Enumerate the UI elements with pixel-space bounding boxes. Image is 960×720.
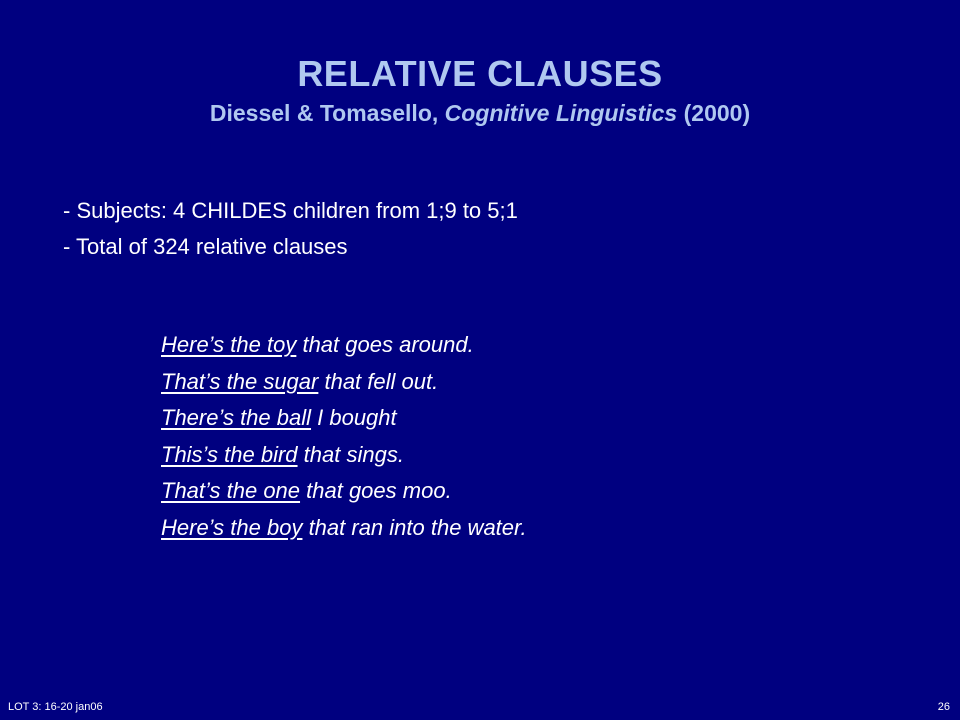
example-head: Here’s the toy xyxy=(161,332,297,357)
example-head: That’s the sugar xyxy=(161,368,319,394)
citation-authors: Diessel & Tomasello, xyxy=(209,100,445,126)
example-head: Here’s the boy xyxy=(161,514,303,540)
bullet-item: - Subjects: 4 CHILDES children from 1;9 to 5;1 xyxy=(63,198,518,223)
example-list xyxy=(161,327,527,546)
citation-year: (2000) xyxy=(677,100,751,126)
bullet-item: - Total of 324 relative clauses xyxy=(63,234,348,259)
title-citation xyxy=(0,98,960,128)
example-item xyxy=(161,327,527,364)
example-rest: I bought xyxy=(311,405,397,430)
example-item xyxy=(161,400,527,437)
example-rest: that goes moo. xyxy=(300,478,452,503)
footer-label: LOT 3: 16-20 jan06 xyxy=(8,701,103,713)
example-rest: that sings. xyxy=(297,441,404,467)
bullet-list xyxy=(63,193,518,265)
slide-title xyxy=(0,52,960,128)
example-rest: that goes around. xyxy=(296,332,474,357)
example-head: There’s the ball xyxy=(161,405,312,430)
example-rest: that ran into the water. xyxy=(302,514,527,540)
example-head: This’s the bird xyxy=(161,441,298,467)
citation-journal: Cognitive Linguistics xyxy=(444,100,678,126)
example-item xyxy=(161,437,527,474)
example-item xyxy=(161,364,527,401)
example-item xyxy=(161,510,527,547)
example-item xyxy=(161,473,527,510)
title-main: RELATIVE CLAUSES xyxy=(297,53,663,94)
example-head: That’s the one xyxy=(161,478,301,503)
example-rest: that fell out. xyxy=(318,368,439,394)
page-number: 26 xyxy=(937,701,950,713)
